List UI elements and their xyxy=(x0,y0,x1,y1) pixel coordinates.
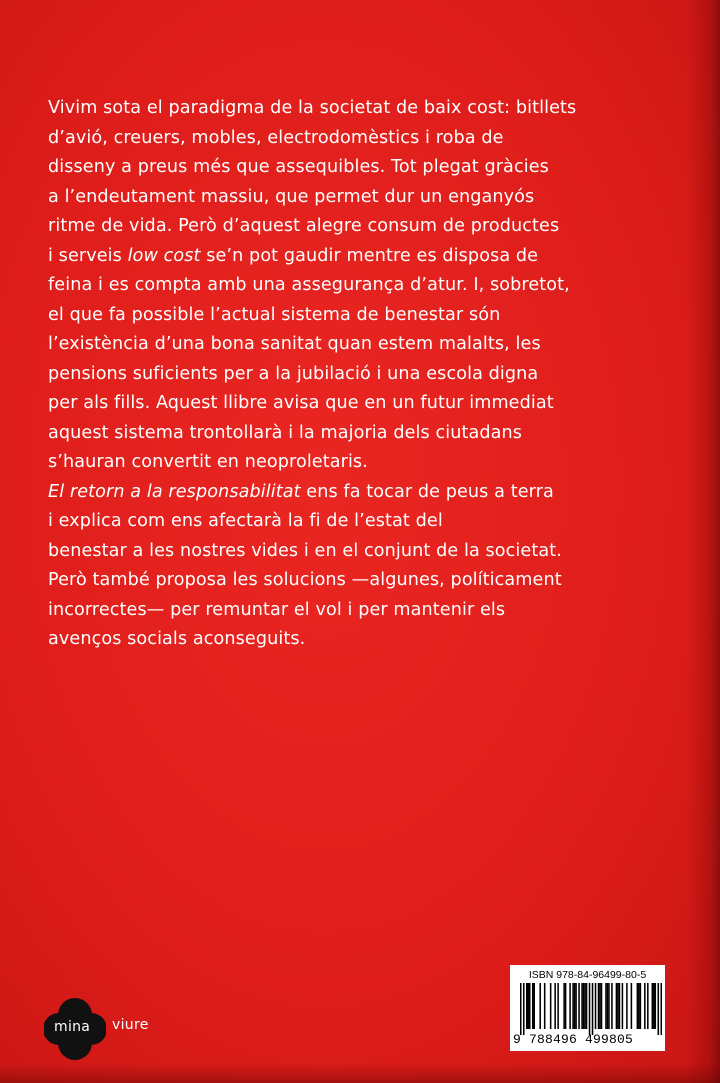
barcode-icon xyxy=(520,983,662,1035)
barcode-bar xyxy=(550,983,552,1029)
barcode-bar xyxy=(640,983,642,1029)
barcode-bar xyxy=(608,983,610,1029)
barcode-bar xyxy=(586,983,588,1029)
barcode-bar xyxy=(644,983,646,1029)
barcode-bar xyxy=(658,983,660,1035)
blurb-line xyxy=(48,301,698,331)
blurb-line xyxy=(48,271,698,301)
ean-digits: 9 788496 499805 xyxy=(513,1032,634,1047)
blurb-text-segment: s’hauran convertit en neoproletaris. xyxy=(48,452,368,472)
barcode-bar xyxy=(544,983,546,1029)
barcode-bar xyxy=(637,983,639,1029)
blurb-line xyxy=(48,94,698,124)
barcode-bar xyxy=(619,983,621,1029)
barcode-bar xyxy=(631,983,633,1029)
blurb-text-segment: benestar a les nostres vides i en el conjunt de la societat. xyxy=(48,540,562,561)
blurb-text-segment: feina i es compta amb una assegurança d’atur. I, sobretot, xyxy=(48,275,570,295)
blurb-text-segment: se’n pot gaudir mentre es disposa de xyxy=(200,245,539,266)
blurb-line xyxy=(48,360,698,390)
blurb-text-segment: d’avió, creuers, mobles, electrodomèstics i roba de xyxy=(48,127,504,148)
blurb-line xyxy=(48,448,698,478)
blurb-italic-text: El retorn a la responsabilitat xyxy=(48,481,301,502)
blurb-line xyxy=(48,153,698,183)
barcode-bar xyxy=(652,983,654,1029)
barcode-bar xyxy=(626,983,628,1029)
barcode-bar xyxy=(653,983,655,1029)
barcode-bar xyxy=(563,983,565,1029)
barcode-bar xyxy=(661,983,662,1035)
blurb-text-segment: el que fa possible l’actual sistema de benestar són xyxy=(48,304,501,325)
barcode-bar xyxy=(554,983,556,1029)
blurb-line xyxy=(48,124,698,154)
barcode-bar xyxy=(529,983,531,1029)
blurb-text-segment: incorrectes— per remuntar el vol i per mantenir els xyxy=(48,599,506,620)
blurb-line xyxy=(48,537,698,567)
barcode-bar xyxy=(592,983,594,1035)
barcode-bar xyxy=(599,983,601,1029)
barcode-bar xyxy=(532,983,534,1029)
blurb-line xyxy=(48,566,698,596)
barcode-bar xyxy=(638,983,640,1029)
publisher-logo-text: mina xyxy=(54,1019,91,1035)
isbn-barcode xyxy=(510,965,665,1051)
barcode-bar xyxy=(611,983,613,1029)
barcode-bar xyxy=(607,983,609,1029)
barcode-bar xyxy=(569,983,571,1029)
blurb-line xyxy=(48,507,698,537)
barcode-bar xyxy=(583,983,585,1029)
barcode-bar xyxy=(572,983,574,1029)
blurb-line xyxy=(48,212,698,242)
barcode-bar xyxy=(527,983,529,1029)
barcode-bar xyxy=(565,983,567,1029)
blurb-text-segment: i explica com ens afectarà la fi de l’estat del xyxy=(48,511,443,531)
blurb-text-segment: ritme de vida. Però d’aquest alegre consum de productes xyxy=(48,216,560,236)
barcode-bar xyxy=(655,983,657,1029)
blurb-text-segment: ens fa tocar de peus a terra xyxy=(300,481,554,502)
barcode-bar xyxy=(526,983,528,1029)
blurb-text-segment: i serveis xyxy=(48,245,128,266)
barcode-bar xyxy=(622,983,624,1029)
barcode-bar xyxy=(581,983,583,1029)
blurb-text-segment: pensions suficients per a la jubilació i una escola digna xyxy=(48,363,539,384)
cover-bottom-shadow xyxy=(0,1063,720,1083)
blurb-italic-text: low cost xyxy=(127,245,201,266)
blurb-line xyxy=(48,419,698,449)
barcode-bar xyxy=(539,983,541,1029)
barcode-bar xyxy=(595,983,597,1029)
barcode-bar xyxy=(647,983,649,1029)
barcode-bar xyxy=(520,983,522,1035)
barcode-bar xyxy=(589,983,591,1035)
blurb-line xyxy=(48,183,698,213)
barcode-bar xyxy=(584,983,586,1029)
blurb-text-segment: l’existència d’una bona sanitat quan estem malalts, les xyxy=(48,334,541,354)
blurb-line xyxy=(48,389,698,419)
barcode-bar xyxy=(601,983,603,1029)
barcode-bar xyxy=(617,983,619,1029)
blurb-text-segment: a l’endeutament massiu, que permet dur un enganyós xyxy=(48,186,535,207)
blurb-line xyxy=(48,478,698,508)
barcode-bar xyxy=(605,983,607,1029)
blurb-text-segment: per als fills. Aquest llibre avisa que en un futur immediat xyxy=(48,393,554,413)
blurb-text xyxy=(48,94,698,655)
barcode-bar xyxy=(523,983,525,1035)
barcode-bar xyxy=(533,983,535,1029)
blurb-text-segment: aquest sistema trontollarà i la majoria dels ciutadans xyxy=(48,422,523,443)
blurb-text-segment: Però també proposa les solucions —algunes, políticament xyxy=(48,570,562,590)
blurb-line xyxy=(48,596,698,626)
blurb-line xyxy=(48,330,698,360)
barcode-bar xyxy=(557,983,559,1029)
barcode-bar xyxy=(598,983,600,1029)
blurb-text-segment: avenços socials aconseguits. xyxy=(48,629,306,649)
blurb-text-segment: disseny a preus més que assequibles. Tot plegat gràcies xyxy=(48,157,549,177)
barcode-bar xyxy=(574,983,576,1029)
barcode-bar xyxy=(575,983,577,1029)
barcode-bar xyxy=(616,983,618,1029)
isbn-label: ISBN 978-84-96499-80-5 xyxy=(528,969,647,981)
blurb-text-segment: Vivim sota el paradigma de la societat de baix cost: bitllets xyxy=(48,98,577,118)
blurb-line xyxy=(48,242,698,272)
barcode-bar xyxy=(578,983,580,1029)
blurb-line xyxy=(48,625,698,655)
publisher-imprint: viure xyxy=(112,1017,149,1033)
